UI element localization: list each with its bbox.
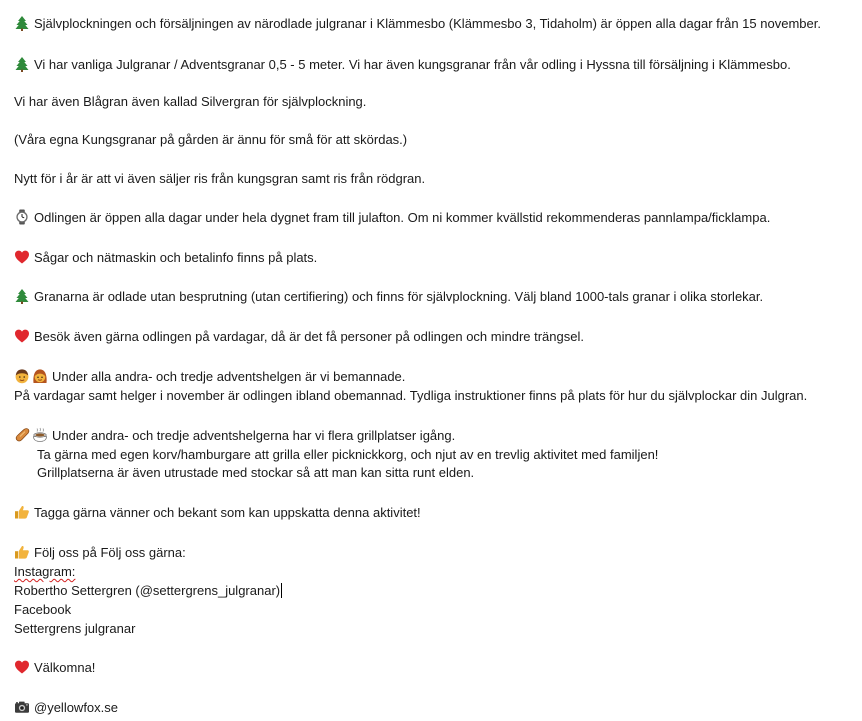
red-heart-icon: [14, 659, 30, 675]
hot-beverage-icon: [32, 427, 48, 443]
thumbs-up-icon: [14, 544, 30, 560]
thumbs-up-icon: [14, 504, 30, 520]
paragraph-news: [14, 170, 425, 188]
facebook-page-text[interactable]: Settergrens julgranar: [14, 621, 136, 636]
camera-icon: [14, 699, 30, 715]
paragraph-unstaffed-days: [14, 387, 807, 405]
paragraph-text: Välkomna!: [34, 660, 96, 675]
photo-credit: [14, 699, 118, 717]
paragraph-follow-us: [14, 544, 186, 562]
paragraph-blue-spruce: [14, 93, 366, 111]
paragraph-text: Grillplatserna är även utrustade med stockar så att man kan sitta runt elden.: [37, 465, 475, 480]
paragraph-opening-hours: [14, 209, 770, 227]
instagram-handle-text[interactable]: Robertho Settergren (@settergrens_julgranar): [14, 583, 281, 598]
instagram-text: Instagram:: [14, 564, 76, 579]
paragraph-text: Följ oss på Följ oss gärna:: [34, 545, 186, 560]
paragraph-text: Tagga gärna vänner och bekant som kan uppskatta denna aktivitet!: [34, 505, 421, 520]
paragraph-tools-on-site: [14, 249, 317, 267]
christmas-tree-icon: [14, 15, 30, 31]
paragraph-text: Nytt för i år är att vi även säljer ris från kungsgran samt ris från rödgran.: [14, 171, 426, 186]
paragraph-text: På vardagar samt helger i november är odlingen ibland obemannad. Tydliga instruktioner finns på plats för hur du självplockar din Julgran.: [14, 388, 808, 403]
paragraph-text: Besök även gärna odlingen på vardagar, då är det få personer på odlingen och mindre trängsel.: [34, 329, 584, 344]
paragraph-welcome: [14, 659, 95, 677]
paragraph-text: Sågar och nätmaskin och betalinfo finns på plats.: [34, 250, 318, 265]
christmas-tree-icon: [14, 56, 30, 72]
paragraph-own-trees-note: [14, 131, 407, 149]
text-cursor: [281, 583, 282, 598]
photo-credit-text: @yellowfox.se: [34, 700, 119, 715]
paragraph-tag-friends: [14, 504, 421, 522]
paragraph-grill-logs: [37, 464, 474, 482]
instagram-handle[interactable]: [14, 582, 282, 600]
paragraph-text: Odlingen är öppen alla dagar under hela dygnet fram till julafton. Om ni kommer kvällstid rekommenderas pannlampa/ficklampa.: [34, 210, 771, 225]
paragraph-grill-places: [14, 427, 455, 445]
paragraph-text: Ta gärna med egen korv/hamburgare att grilla eller picknickkorg, och njut av en trevlig aktivitet med familjen!: [37, 447, 659, 462]
christmas-tree-icon: [14, 288, 30, 304]
paragraph-cultivation: [14, 288, 763, 306]
facebook-page[interactable]: [14, 620, 135, 638]
paragraph-text: Granarna är odlade utan besprutning (utan certifiering) och finns för självplockning. Välj bland 1000-tals granar i olika storlekar.: [34, 289, 764, 304]
paragraph-text: Vi har vanliga Julgranar / Adventsgranar 0,5 - 5 meter. Vi har även kungsgranar från vår odling i Hyssna till försäljning i Klämmesbo.: [34, 57, 791, 72]
paragraph-weekday-visit: [14, 328, 584, 346]
instagram-label: [14, 563, 75, 581]
paragraph-text: Under andra- och tredje adventshelgerna har vi flera grillplatser igång.: [52, 428, 456, 443]
woman-face-icon: [32, 368, 48, 384]
paragraph-opening-info: [14, 15, 821, 33]
red-heart-icon: [14, 249, 30, 265]
paragraph-text: Självplockningen och försäljningen av närodlade julgranar i Klämmesbo (Klämmesbo 3, Tidaholm) är öppen alla dagar från 15 november.: [34, 16, 821, 31]
watch-icon: [14, 209, 30, 225]
paragraph-text: Under alla andra- och tredje adventshelgen är vi bemannade.: [52, 369, 406, 384]
man-face-icon: [14, 368, 30, 384]
paragraph-text: (Våra egna Kungsgranar på gården är ännu för små för att skördas.): [14, 132, 408, 147]
paragraph-text: Vi har även Blågran även kallad Silvergran för självplockning.: [14, 94, 367, 109]
paragraph-staffed-weekends: [14, 368, 405, 386]
facebook-label: [14, 601, 71, 619]
paragraph-tree-types: [14, 56, 791, 74]
sausage-icon: [14, 427, 30, 443]
facebook-text: Facebook: [14, 602, 72, 617]
paragraph-bring-food: [37, 446, 658, 464]
red-heart-icon: [14, 328, 30, 344]
